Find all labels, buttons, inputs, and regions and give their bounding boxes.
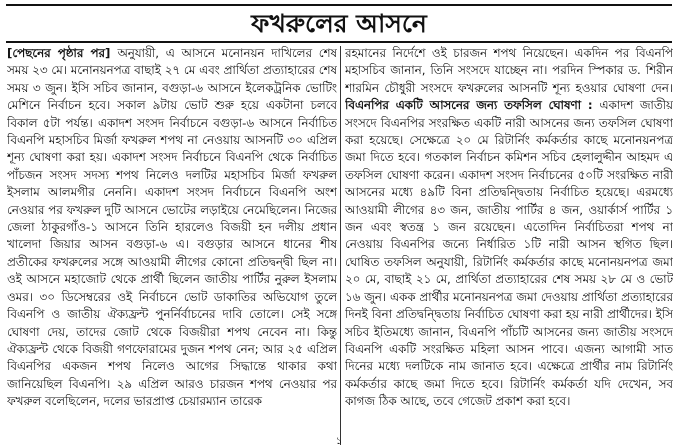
article-column-left [7, 45, 337, 445]
left-column-text: অনুযায়ী, এ আসনে মনোনয়ন দাখিলের শেষ সময় ২৩ মে। মনোনয়নপত্র বাছাই ২৭ মে এবং প্রার্থিতা প্রত্যাহারের শেষ সময় ৩ জুন। ইসি সচিব জানান, বগুড়া-৬ আসনে ইলেকট্রনিক ভোটিং মেশিনে নির্বাচন হবে। সকাল ৯টায় ভোট শুরু হয়ে একটানা চলবে বিকাল ৫টা পর্যন্ত। একাদশ সংসদ নির্বাচনে বগুড়া-৬ আসনে নির্বাচিত বিএনপি মহাসচিব মির্জা ফখরুল শপথ না নেওয়ায় আসনটি ৩০ এপ্রিল শূন্য ঘোষণা করা হয়। একাদশ সংসদ নির্বাচনে বিএনপি থেকে নির্বাচিত পাঁচজন সংসদ সদস্য শপথ নিলেও দলটির মহাসচিব মির্জা ফখরুল ইসলাম আলমগীর নেননি। একাদশ সংসদ নির্বাচনে বিএনপি অংশ নেওয়ার পর ফখরুল দুটি আসনে ভোটের লড়াইয়ে নেমেছিলেন। নিজের জেলা ঠাকুরগাঁও-১ আসনে তিনি হারলেও বিজয়ী হন দলীয় প্রধান খালেদা জিয়ার আসন বগুড়া-৬ এ। বগুড়ার আসনে ধানের শীষ প্রতীকের ফখরুলের সঙ্গে আওয়ামী লীগের কোনো প্রতিদ্বন্দ্বী ছিল না। ওই আসনে মহাজোট থেকে প্রার্থী ছিলেন জাতীয় পার্টির নুরুল ইসলাম ওমর। ৩০ ডিসেম্বরের ওই নির্বাচনে ভোট ডাকাতির অভিযোগ তুলে বিএনপি ও জাতীয় ঐক্যফ্রন্ট পুনর্নির্বাচনের দাবি তোলে। সেই সঙ্গে ঘোষণা দেয়, তাদের জোট থেকে বিজয়ীরা শপথ নেবেন না। কিন্তু ঐক্যফ্রন্ট থেকে বিজয়ী গণফোরামের দুজন শপথ নেন; আর ২৫ এপ্রিল বিএনপির একজন শপথ নিলেও আগের সিদ্ধান্তে থাকার কথা জানিয়েছিল বিএনপি। ২৯ এপ্রিল আরও চারজন শপথ নেওয়ার পর ফখরুল বলেছিলেন, দলের ভারপ্রাপ্ত চেয়ারম্যান তারেক [7, 46, 337, 409]
right-column-text-part1: রহমানের নির্দেশে ওই চারজন শপথ নিয়েছেন। একদিন পর বিএনপি মহাসচিব জানান, তিনি সংসদে যাচ্ছেন না। পরদিন স্পিকার ড. শিরীন শারমিন চৌধুরী সংসদে ফখরুলের আসনটি শূন্য হওয়ার ঘোষণা দেন। [345, 46, 673, 95]
headline-top-rule [6, 4, 672, 6]
section-subhead: বিএনপির একটি আসনের জন্য তফসিল ঘোষণা : [345, 98, 600, 113]
footer-mark: ১ [335, 436, 343, 447]
headline: ফখরুলের আসনে [251, 9, 427, 38]
right-column-text-part2: একাদশ জাতীয় সংসদে বিএনপির সংরক্ষিত একটি নারী আসনের জন্য তফসিল ঘোষণা করা হয়েছে। সেক্ষেত্রে ২০ মে রিটার্নিং কর্মকর্তার কাছে মনোনয়নপত্র জমা দিতে হবে। গতকাল নির্বাচন কমিশন সচিব হেলালুদ্দীন আহমদ এ তফসিল ঘোষণা করেন। একাদশ সংসদ নির্বাচনের ৫০টি সংরক্ষিত নারী আসনের মধ্যে ৪৯টি বিনা প্রতিদ্বন্দ্বিতায় নির্বাচিত হয়েছে। এরমধ্যে আওয়ামী লীগের ৪৩ জন, জাতীয় পার্টির ৪ জন, ওয়ার্কার্স পার্টির ১ জন এবং স্বতন্ত্র ১ জন রয়েছেন। এতোদিন নির্বাচিতরা শপথ না নেওয়ায় বিএনপির জন্যে নির্ধারিত ১টি নারী আসন স্থগিত ছিল। ঘোষিত তফসিল অনুযায়ী, রিটার্নিং কর্মকর্তার কাছে মনোনয়নপত্র জমা ২০ মে, বাছাই ২১ মে, প্রার্থিতা প্রত্যাহারের শেষ সময় ২৮ মে ও ভোট ১৬ জুন। একক প্রার্থীর মনোনয়নপত্র জমা দেওয়ায় প্রার্থিতা প্রত্যাহারের দিনই বিনা প্রতিদ্বন্দ্বিতায় নির্বাচিত ঘোষণা করা হয় নারী প্রার্থীদের। ইসি সচিব ইতিমধ্যে জানান, বিএনপি পাঁচটি আসনের জন্য জাতীয় সংসদে বিএনপি একটি সংরক্ষিত মহিলা আসন পাবে। এজন্য আগামী সাত দিনের মধ্যে দলটিকে নাম জানাত হবে। এক্ষেত্রে প্রার্থীর নাম রিটার্নিং কর্মকর্তার কাছে জমা দিতে হবে। রিটার্নিং কর্মকর্তা যদি দেখেন, সব কাগজ ঠিক আছে, তবে গেজেট প্রকাশ করা হবে। [345, 98, 673, 409]
headline-bottom-rule [6, 41, 672, 43]
column-divider [340, 46, 341, 445]
continuation-marker: [পেছনের পৃষ্ঠার পর] [7, 46, 118, 60]
article-column-right [345, 45, 673, 445]
